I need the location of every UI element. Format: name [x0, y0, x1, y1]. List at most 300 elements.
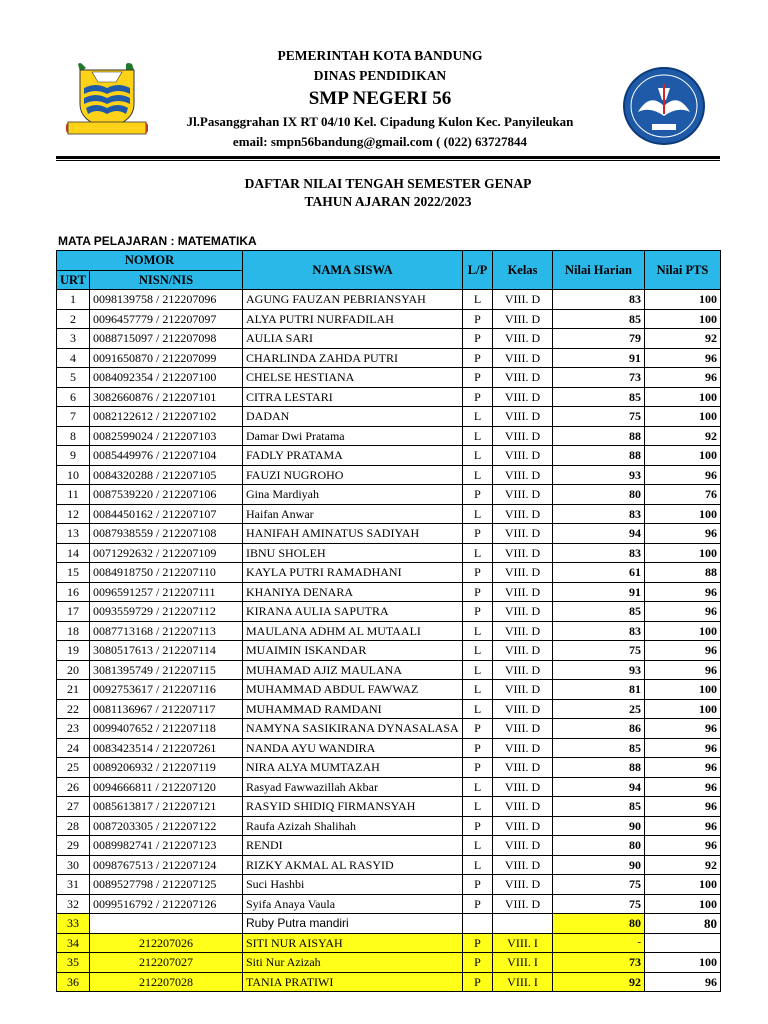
header-lp: L/P	[463, 251, 493, 290]
row-gender: P	[463, 738, 493, 758]
row-number: 10	[57, 465, 90, 485]
row-class: VIII. D	[493, 816, 553, 836]
row-gender: P	[463, 387, 493, 407]
row-daily-score: 91	[553, 348, 645, 368]
row-class: VIII. D	[493, 426, 553, 446]
row-gender: P	[463, 309, 493, 329]
row-nisn: 0083423514 / 212207261	[90, 738, 243, 758]
gov-name: PEMERINTAH KOTA BANDUNG	[277, 48, 483, 63]
row-number: 8	[57, 426, 90, 446]
row-gender: L	[463, 426, 493, 446]
row-number: 2	[57, 309, 90, 329]
row-pts-score: 96	[645, 836, 721, 856]
row-student-name: ALYA PUTRI NURFADILAH	[243, 309, 463, 329]
row-daily-score: 93	[553, 660, 645, 680]
row-student-name: AULIA SARI	[243, 329, 463, 349]
row-class	[493, 914, 553, 934]
row-pts-score: 96	[645, 368, 721, 388]
row-daily-score: 80	[553, 836, 645, 856]
row-gender: L	[463, 446, 493, 466]
row-pts-score: 96	[645, 816, 721, 836]
row-number: 32	[57, 894, 90, 914]
row-gender: L	[463, 621, 493, 641]
row-student-name: Gina Mardiyah	[243, 485, 463, 505]
row-gender: L	[463, 777, 493, 797]
row-daily-score: 75	[553, 875, 645, 895]
row-gender: L	[463, 290, 493, 310]
row-student-name: Suci Hashbi	[243, 875, 463, 895]
table-row	[57, 504, 721, 524]
row-class: VIII. D	[493, 407, 553, 427]
row-daily-score: 85	[553, 387, 645, 407]
table-row	[57, 329, 721, 349]
row-nisn: 0087539220 / 212207106	[90, 485, 243, 505]
row-nisn: 0099516792 / 212207126	[90, 894, 243, 914]
row-nisn: 212207027	[90, 953, 243, 973]
row-number: 17	[57, 602, 90, 622]
row-nisn: 0099407652 / 212207118	[90, 719, 243, 739]
school-emblem-logo	[622, 66, 706, 146]
row-daily-score: 73	[553, 953, 645, 973]
row-number: 20	[57, 660, 90, 680]
header-nilai-harian: Nilai Harian	[553, 251, 645, 290]
row-nisn: 0096591257 / 212207111	[90, 582, 243, 602]
row-number: 35	[57, 953, 90, 973]
header-urt: URT	[57, 270, 90, 290]
row-class: VIII. D	[493, 446, 553, 466]
row-nisn: 0096457779 / 212207097	[90, 309, 243, 329]
row-nisn: 0091650870 / 212207099	[90, 348, 243, 368]
row-number: 16	[57, 582, 90, 602]
row-number: 36	[57, 972, 90, 992]
row-pts-score: 96	[645, 719, 721, 739]
row-daily-score: 85	[553, 738, 645, 758]
row-daily-score: 81	[553, 680, 645, 700]
row-class: VIII. D	[493, 465, 553, 485]
row-student-name: TANIA PRATIWI	[243, 972, 463, 992]
row-class: VIII. D	[493, 621, 553, 641]
letterhead-rule-thin	[56, 160, 720, 161]
row-gender: P	[463, 719, 493, 739]
row-student-name: FAUZI NUGROHO	[243, 465, 463, 485]
row-gender: P	[463, 329, 493, 349]
table-row-highlighted	[57, 933, 721, 953]
row-class: VIII. D	[493, 641, 553, 661]
row-daily-score: -	[553, 933, 645, 953]
row-class: VIII. I	[493, 933, 553, 953]
row-student-name: CHARLINDA ZAHDA PUTRI	[243, 348, 463, 368]
row-number: 30	[57, 855, 90, 875]
row-gender: P	[463, 563, 493, 583]
table-row	[57, 855, 721, 875]
row-student-name: RASYID SHIDIQ FIRMANSYAH	[243, 797, 463, 817]
row-daily-score: 90	[553, 816, 645, 836]
row-nisn: 0088715097 / 212207098	[90, 329, 243, 349]
school-name: SMP NEGERI 56	[308, 88, 452, 109]
row-pts-score: 96	[645, 582, 721, 602]
row-number: 11	[57, 485, 90, 505]
row-nisn: 0087203305 / 212207122	[90, 816, 243, 836]
row-gender: P	[463, 972, 493, 992]
row-student-name: FADLY PRATAMA	[243, 446, 463, 466]
row-gender: L	[463, 855, 493, 875]
row-gender: L	[463, 407, 493, 427]
row-number: 9	[57, 446, 90, 466]
table-row	[57, 602, 721, 622]
row-gender: P	[463, 933, 493, 953]
row-class: VIII. D	[493, 758, 553, 778]
row-daily-score: 73	[553, 368, 645, 388]
row-number: 3	[57, 329, 90, 349]
dept-name: DINAS PENDIDIKAN	[313, 68, 447, 83]
table-row	[57, 641, 721, 661]
subject-label: MATA PELAJARAN : MATEMATIKA	[58, 234, 257, 248]
row-student-name: RENDI	[243, 836, 463, 856]
row-nisn: 0098767513 / 212207124	[90, 855, 243, 875]
table-row	[57, 524, 721, 544]
row-daily-score: 92	[553, 972, 645, 992]
row-pts-score: 96	[645, 738, 721, 758]
header-nomor: NOMOR	[57, 251, 243, 271]
row-number: 6	[57, 387, 90, 407]
row-nisn	[90, 914, 243, 934]
row-nisn: 0071292632 / 212207109	[90, 543, 243, 563]
row-class: VIII. D	[493, 329, 553, 349]
row-pts-score: 96	[645, 465, 721, 485]
row-number: 27	[57, 797, 90, 817]
header-nilai-pts: Nilai PTS	[645, 251, 721, 290]
row-daily-score: 90	[553, 855, 645, 875]
row-number: 23	[57, 719, 90, 739]
row-daily-score: 85	[553, 602, 645, 622]
row-gender: P	[463, 894, 493, 914]
row-student-name: RIZKY AKMAL AL RASYID	[243, 855, 463, 875]
table-row	[57, 348, 721, 368]
row-class: VIII. D	[493, 348, 553, 368]
row-gender: P	[463, 758, 493, 778]
row-class: VIII. D	[493, 875, 553, 895]
row-student-name: HANIFAH AMINATUS SADIYAH	[243, 524, 463, 544]
row-number: 21	[57, 680, 90, 700]
row-number: 15	[57, 563, 90, 583]
table-row	[57, 699, 721, 719]
row-nisn: 0089982741 / 212207123	[90, 836, 243, 856]
row-gender: L	[463, 680, 493, 700]
table-row	[57, 680, 721, 700]
row-student-name: KAYLA PUTRI RAMADHANI	[243, 563, 463, 583]
row-gender: P	[463, 485, 493, 505]
row-student-name: MUHAMMAD RAMDANI	[243, 699, 463, 719]
row-pts-score: 96	[645, 602, 721, 622]
row-pts-score: 100	[645, 953, 721, 973]
table-row	[57, 797, 721, 817]
row-number: 4	[57, 348, 90, 368]
row-number: 34	[57, 933, 90, 953]
row-class: VIII. I	[493, 972, 553, 992]
row-daily-score: 85	[553, 797, 645, 817]
row-gender: L	[463, 797, 493, 817]
row-daily-score: 88	[553, 446, 645, 466]
row-class: VIII. D	[493, 485, 553, 505]
row-gender: P	[463, 582, 493, 602]
row-number: 28	[57, 816, 90, 836]
bandung-crest-logo	[66, 60, 148, 140]
row-class: VIII. D	[493, 504, 553, 524]
row-pts-score: 96	[645, 758, 721, 778]
row-nisn: 0084092354 / 212207100	[90, 368, 243, 388]
row-gender: P	[463, 953, 493, 973]
row-pts-score: 96	[645, 660, 721, 680]
row-number: 13	[57, 524, 90, 544]
row-nisn: 3082660876 / 212207101	[90, 387, 243, 407]
row-student-name: CITRA LESTARI	[243, 387, 463, 407]
table-row	[57, 836, 721, 856]
row-student-name: DADAN	[243, 407, 463, 427]
row-class: VIII. D	[493, 368, 553, 388]
table-row	[57, 758, 721, 778]
row-nisn: 0087938559 / 212207108	[90, 524, 243, 544]
row-student-name: Rasyad Fawwazillah Akbar	[243, 777, 463, 797]
row-class: VIII. D	[493, 699, 553, 719]
row-student-name: Damar Dwi Pratama	[243, 426, 463, 446]
row-student-name: Ruby Putra mandiri	[243, 914, 463, 934]
row-daily-score: 94	[553, 524, 645, 544]
row-class: VIII. D	[493, 524, 553, 544]
row-daily-score: 79	[553, 329, 645, 349]
row-pts-score: 96	[645, 797, 721, 817]
row-pts-score: 76	[645, 485, 721, 505]
row-student-name: IBNU SHOLEH	[243, 543, 463, 563]
row-nisn: 212207026	[90, 933, 243, 953]
row-pts-score: 100	[645, 699, 721, 719]
row-student-name: KIRANA AULIA SAPUTRA	[243, 602, 463, 622]
row-daily-score: 75	[553, 407, 645, 427]
row-gender: P	[463, 816, 493, 836]
row-nisn: 0087713168 / 212207113	[90, 621, 243, 641]
row-number: 1	[57, 290, 90, 310]
row-daily-score: 75	[553, 641, 645, 661]
row-number: 33	[57, 914, 90, 934]
table-row	[57, 465, 721, 485]
row-gender: L	[463, 699, 493, 719]
row-pts-score: 88	[645, 563, 721, 583]
row-pts-score: 100	[645, 621, 721, 641]
row-nisn: 0089206932 / 212207119	[90, 758, 243, 778]
school-contact: email: smpn56bandung@gmail.com ( (022) 63727844	[232, 134, 528, 149]
row-pts-score: 100	[645, 875, 721, 895]
row-gender: L	[463, 504, 493, 524]
table-row	[57, 582, 721, 602]
row-student-name: MUHAMMAD ABDUL FAWWAZ	[243, 680, 463, 700]
row-nisn: 212207028	[90, 972, 243, 992]
table-row-highlighted	[57, 953, 721, 973]
row-student-name: CHELSE HESTIANA	[243, 368, 463, 388]
row-nisn: 0084320288 / 212207105	[90, 465, 243, 485]
row-nisn: 3080517613 / 212207114	[90, 641, 243, 661]
table-row	[57, 894, 721, 914]
row-daily-score: 83	[553, 504, 645, 524]
row-nisn: 3081395749 / 212207115	[90, 660, 243, 680]
row-pts-score: 96	[645, 524, 721, 544]
table-row	[57, 309, 721, 329]
row-pts-score	[645, 933, 721, 953]
row-gender: P	[463, 348, 493, 368]
row-pts-score: 100	[645, 446, 721, 466]
row-student-name: SITI NUR AISYAH	[243, 933, 463, 953]
row-gender: L	[463, 836, 493, 856]
row-daily-score: 88	[553, 426, 645, 446]
table-row	[57, 660, 721, 680]
document-title: DAFTAR NILAI TENGAH SEMESTER GENAP	[244, 176, 532, 191]
table-row	[57, 875, 721, 895]
row-pts-score: 96	[645, 777, 721, 797]
row-gender: L	[463, 660, 493, 680]
row-number: 12	[57, 504, 90, 524]
row-daily-score: 88	[553, 758, 645, 778]
grades-table	[56, 250, 721, 992]
row-number: 26	[57, 777, 90, 797]
row-daily-score: 93	[553, 465, 645, 485]
row-gender: P	[463, 875, 493, 895]
letterhead-rule	[56, 156, 720, 159]
row-nisn: 0093559729 / 212207112	[90, 602, 243, 622]
row-class: VIII. D	[493, 660, 553, 680]
row-student-name: KHANIYA DENARA	[243, 582, 463, 602]
row-daily-score: 83	[553, 543, 645, 563]
row-nisn: 0084918750 / 212207110	[90, 563, 243, 583]
table-row	[57, 387, 721, 407]
row-class: VIII. D	[493, 855, 553, 875]
row-student-name: Siti Nur Azizah	[243, 953, 463, 973]
row-class: VIII. I	[493, 953, 553, 973]
row-student-name: NANDA AYU WANDIRA	[243, 738, 463, 758]
table-row	[57, 777, 721, 797]
row-gender: L	[463, 465, 493, 485]
row-nisn: 0098139758 / 212207096	[90, 290, 243, 310]
table-row-highlighted	[57, 972, 721, 992]
row-class: VIII. D	[493, 290, 553, 310]
row-student-name: AGUNG FAUZAN PEBRIANSYAH	[243, 290, 463, 310]
table-row	[57, 426, 721, 446]
row-pts-score: 96	[645, 348, 721, 368]
row-number: 22	[57, 699, 90, 719]
row-gender: L	[463, 641, 493, 661]
table-row-highlighted	[57, 914, 721, 934]
row-number: 24	[57, 738, 90, 758]
row-number: 19	[57, 641, 90, 661]
row-daily-score: 75	[553, 894, 645, 914]
row-nisn: 0092753617 / 212207116	[90, 680, 243, 700]
row-daily-score: 80	[553, 485, 645, 505]
row-pts-score: 100	[645, 309, 721, 329]
row-number: 14	[57, 543, 90, 563]
row-number: 31	[57, 875, 90, 895]
row-student-name: MUAIMIN ISKANDAR	[243, 641, 463, 661]
row-student-name: Raufa Azizah Shalihah	[243, 816, 463, 836]
table-row	[57, 290, 721, 310]
row-pts-score: 92	[645, 855, 721, 875]
row-class: VIII. D	[493, 387, 553, 407]
row-gender: L	[463, 543, 493, 563]
row-pts-score: 96	[645, 641, 721, 661]
row-student-name: Haifan Anwar	[243, 504, 463, 524]
row-pts-score: 100	[645, 290, 721, 310]
row-student-name: Syifa Anaya Vaula	[243, 894, 463, 914]
row-class: VIII. D	[493, 680, 553, 700]
row-number: 7	[57, 407, 90, 427]
row-pts-score: 80	[645, 914, 721, 934]
row-pts-score: 96	[645, 972, 721, 992]
row-daily-score: 25	[553, 699, 645, 719]
table-row	[57, 368, 721, 388]
table-row	[57, 816, 721, 836]
row-number: 5	[57, 368, 90, 388]
document-subtitle: TAHUN AJARAN 2022/2023	[304, 194, 472, 209]
row-student-name: MUHAMAD AJIZ MAULANA	[243, 660, 463, 680]
row-class: VIII. D	[493, 836, 553, 856]
row-nisn: 0085449976 / 212207104	[90, 446, 243, 466]
row-class: VIII. D	[493, 563, 553, 583]
row-pts-score: 92	[645, 426, 721, 446]
row-number: 29	[57, 836, 90, 856]
row-pts-score: 100	[645, 504, 721, 524]
row-daily-score: 83	[553, 290, 645, 310]
row-class: VIII. D	[493, 602, 553, 622]
table-row	[57, 446, 721, 466]
row-daily-score: 83	[553, 621, 645, 641]
row-class: VIII. D	[493, 797, 553, 817]
row-pts-score: 92	[645, 329, 721, 349]
row-class: VIII. D	[493, 309, 553, 329]
row-gender	[463, 914, 493, 934]
row-pts-score: 100	[645, 680, 721, 700]
row-daily-score: 61	[553, 563, 645, 583]
row-nisn: 0084450162 / 212207107	[90, 504, 243, 524]
row-gender: P	[463, 368, 493, 388]
row-student-name: NAMYNA SASIKIRANA DYNASALASA	[243, 719, 463, 739]
row-class: VIII. D	[493, 777, 553, 797]
row-class: VIII. D	[493, 543, 553, 563]
row-nisn: 0089527798 / 212207125	[90, 875, 243, 895]
table-row	[57, 738, 721, 758]
school-address: Jl.Pasanggrahan IX RT 04/10 Kel. Cipadung Kulon Kec. Panyileukan	[186, 114, 574, 129]
row-class: VIII. D	[493, 894, 553, 914]
row-nisn: 0082122612 / 212207102	[90, 407, 243, 427]
row-gender: P	[463, 524, 493, 544]
header-kelas: Kelas	[493, 251, 553, 290]
row-nisn: 0085613817 / 212207121	[90, 797, 243, 817]
row-nisn: 0082599024 / 212207103	[90, 426, 243, 446]
row-number: 18	[57, 621, 90, 641]
row-nisn: 0094666811 / 212207120	[90, 777, 243, 797]
row-pts-score: 100	[645, 407, 721, 427]
table-row	[57, 621, 721, 641]
row-daily-score: 80	[553, 914, 645, 934]
header-nama: NAMA SISWA	[243, 251, 463, 290]
row-daily-score: 91	[553, 582, 645, 602]
row-number: 25	[57, 758, 90, 778]
row-daily-score: 86	[553, 719, 645, 739]
row-student-name: MAULANA ADHM AL MUTAALI	[243, 621, 463, 641]
table-row	[57, 485, 721, 505]
header-nisn: NISN/NIS	[90, 270, 243, 290]
table-row	[57, 563, 721, 583]
row-daily-score: 94	[553, 777, 645, 797]
row-pts-score: 100	[645, 387, 721, 407]
row-class: VIII. D	[493, 582, 553, 602]
table-row	[57, 719, 721, 739]
row-student-name: NIRA ALYA MUMTAZAH	[243, 758, 463, 778]
